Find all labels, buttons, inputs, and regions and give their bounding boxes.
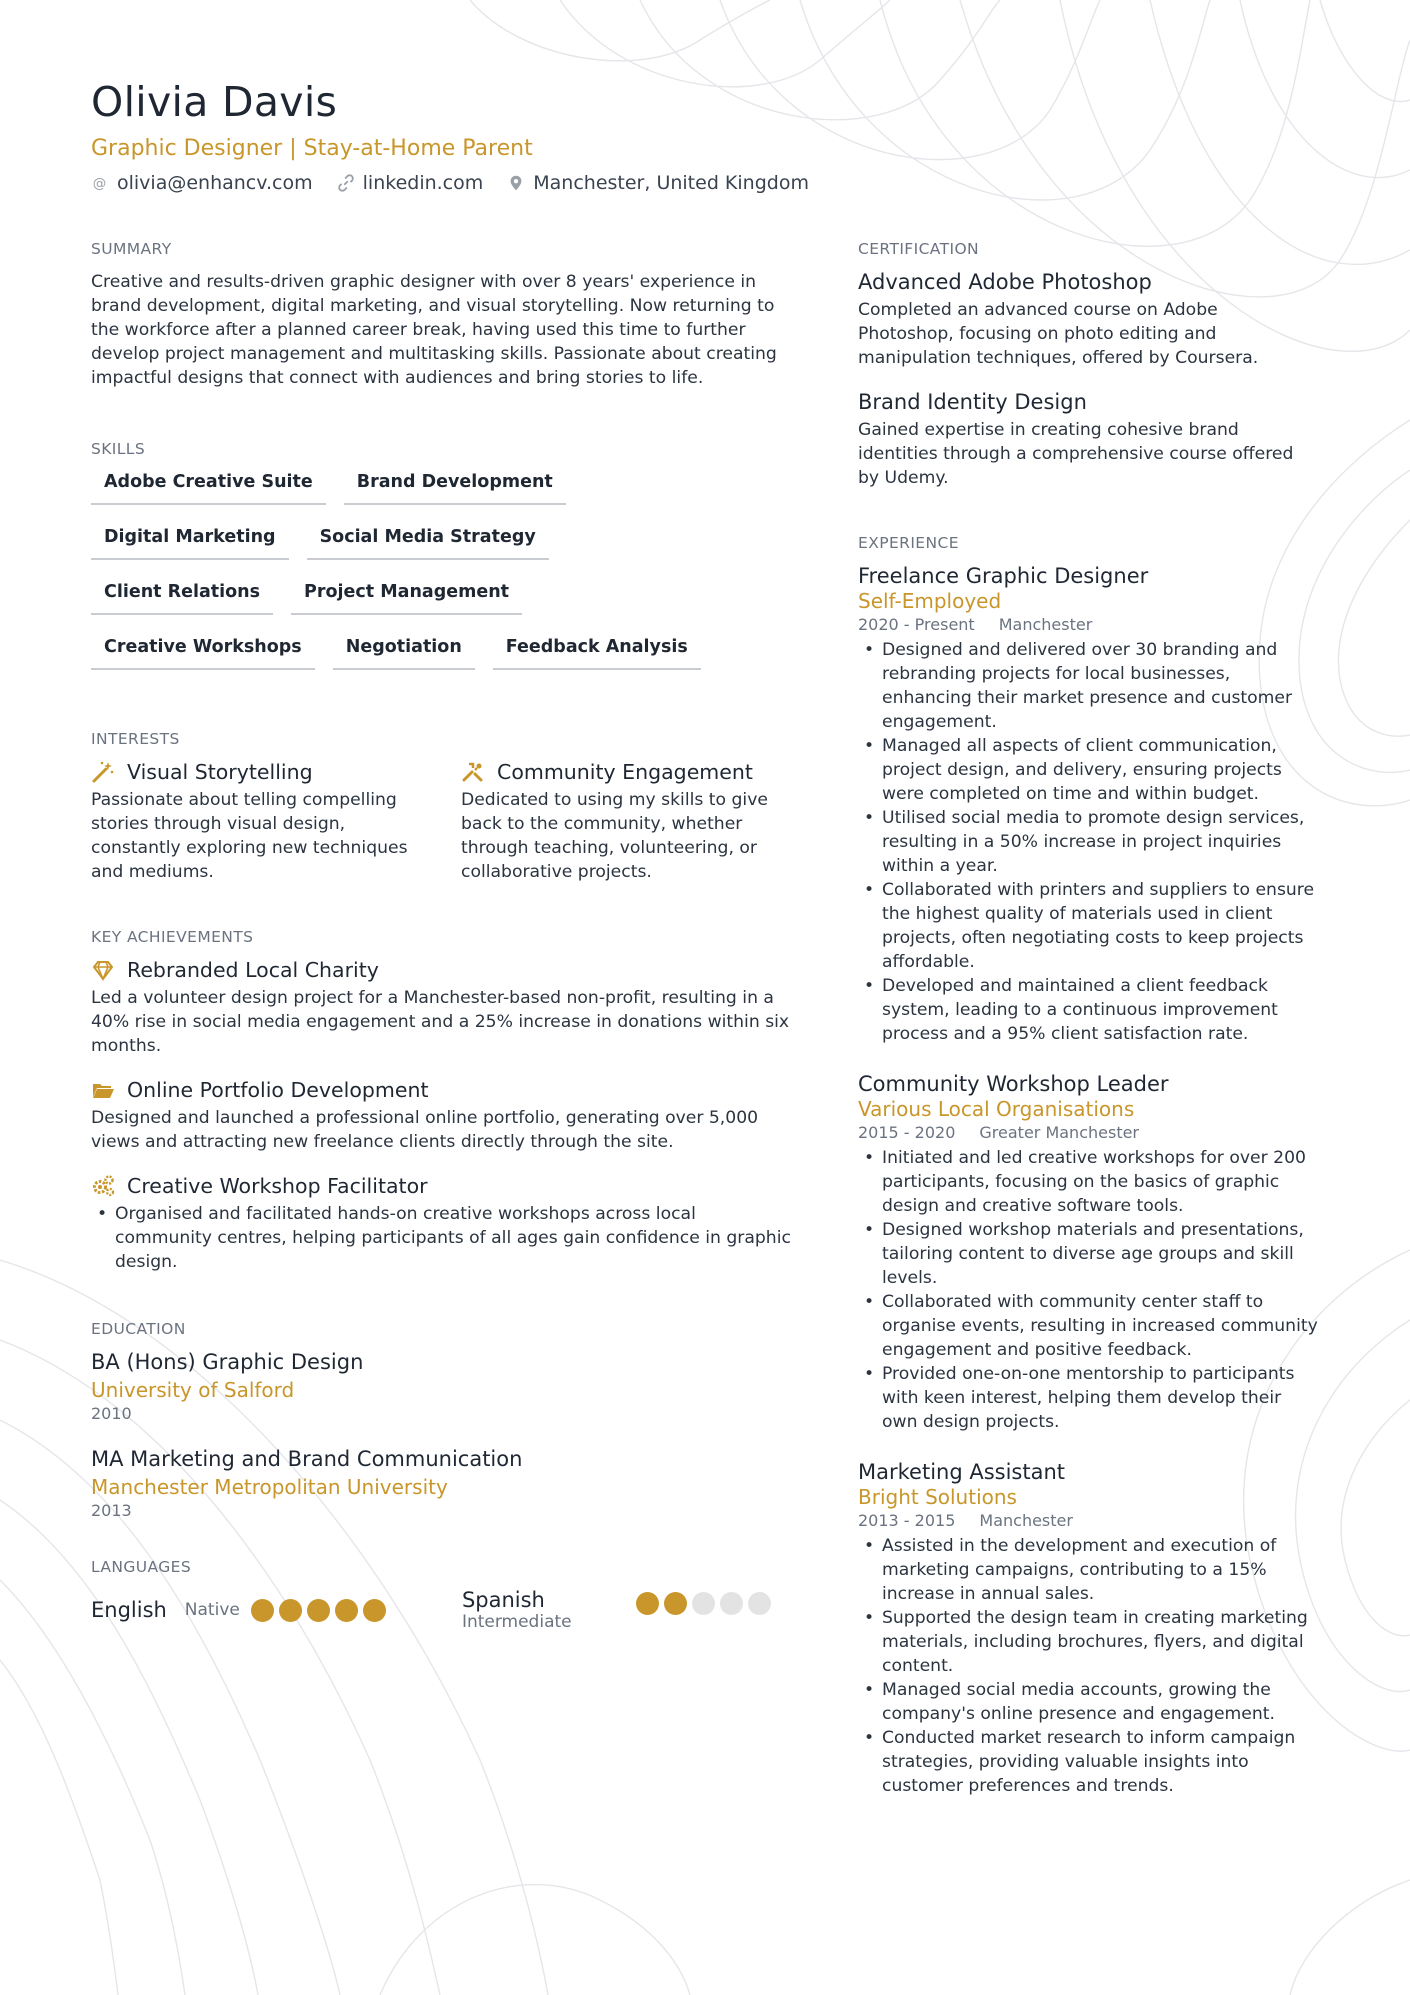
experience-item (858, 564, 1318, 1046)
achievement-text: Led a volunteer design project for a Manchester-based non-profit, resulting in a 40% rise in social media engagement and a 25% increase in donations within six months. (91, 988, 790, 1056)
achievement-item (91, 958, 791, 1058)
job-title: Freelance Graphic Designer (858, 564, 1149, 588)
skill-tag: Adobe Creative Suite (91, 470, 326, 505)
language-item (462, 1588, 791, 1632)
skill-tag: Client Relations (91, 580, 273, 615)
achievement-title: Online Portfolio Development (127, 1078, 429, 1102)
rating-dot-filled (251, 1599, 274, 1622)
job-bullet: • Developed and maintained a client feedback system, leading to a continuous improvement process and a 95% client satisfaction rate. (858, 974, 1318, 1046)
certification-heading: CERTIFICATION (858, 240, 980, 258)
school-name: Manchester Metropolitan University (91, 1475, 448, 1499)
degree-title: MA Marketing and Brand Communication (91, 1447, 523, 1471)
job-title: Marketing Assistant (858, 1460, 1066, 1484)
job-location: Manchester (979, 1511, 1073, 1530)
summary-section (91, 240, 791, 390)
summary-heading: SUMMARY (91, 240, 172, 258)
languages-section (91, 1558, 791, 1632)
language-rating (636, 1592, 776, 1632)
location-text: Manchester, United Kingdom (533, 172, 809, 194)
skill-tag: Digital Marketing (91, 525, 289, 560)
job-bullet: • Managed all aspects of client communication, project design, and delivery, ensuring projects were completed on time and within budget. (858, 734, 1318, 806)
job-location: Greater Manchester (979, 1123, 1140, 1142)
gears-icon (91, 1174, 115, 1198)
job-location: Manchester (998, 615, 1093, 634)
skill-tag: Project Management (291, 580, 522, 615)
achievements-heading: KEY ACHIEVEMENTS (91, 928, 254, 946)
interest-title: Visual Storytelling (127, 760, 313, 784)
interests-heading: INTERESTS (91, 730, 180, 748)
company-name: Various Local Organisations (858, 1097, 1135, 1121)
skill-tag: Brand Development (344, 470, 566, 505)
experience-item (858, 1072, 1318, 1434)
language-level: Native (184, 1600, 240, 1620)
education-heading: EDUCATION (91, 1320, 186, 1338)
certification-text: Gained expertise in creating cohesive brand identities through a comprehensive course offered by Udemy. (858, 420, 1294, 488)
interests-section (91, 730, 791, 884)
job-bullet: • Managed social media accounts, growing the company's online presence and engagement. (858, 1678, 1318, 1726)
school-name: University of Salford (91, 1378, 295, 1402)
interest-item (91, 760, 461, 884)
diamond-icon (91, 958, 115, 982)
right-column (858, 240, 1318, 1798)
job-bullet: • Designed workshop materials and presentations, tailoring content to diverse age groups and skill levels. (858, 1218, 1318, 1290)
experience-heading: EXPERIENCE (858, 534, 959, 552)
rating-dot-filled (664, 1592, 687, 1615)
certification-item (858, 270, 1318, 370)
achievement-text: Designed and launched a professional online portfolio, generating over 5,000 views and attracting new freelance clients directly through the site. (91, 1108, 759, 1152)
interest-title: Community Engagement (497, 760, 753, 784)
job-bullet: • Supported the design team in creating marketing materials, including brochures, flyers, and digital content. (858, 1606, 1318, 1678)
rating-dot-empty (692, 1592, 715, 1615)
certification-section (858, 240, 1318, 490)
interest-item (461, 760, 791, 884)
company-name: Self-Employed (858, 589, 1002, 613)
summary-text: Creative and results-driven graphic designer with over 8 years' experience in brand development, digital marketing, and visual storytelling. Now returning to the workforce after a planned career break, having used this time to further develop project management and multitasking skills. Passionate about creating impactful designs that connect with audiences and bring stories to life. (91, 272, 777, 388)
achievement-item (91, 1078, 791, 1154)
contact-bar (91, 172, 833, 194)
location-pin-icon (507, 174, 525, 192)
job-title: Community Workshop Leader (858, 1072, 1169, 1096)
interest-text: Dedicated to using my skills to give back to the community, whether through teaching, volunteering, or collaborative projects. (461, 790, 768, 882)
languages-heading: LANGUAGES (91, 1558, 192, 1576)
job-bullet: • Provided one-on-one mentorship to participants with keen interest, helping them develop their own design projects. (858, 1362, 1318, 1434)
skills-list (91, 470, 751, 690)
email-text[interactable]: olivia@enhancv.com (117, 172, 313, 194)
job-bullet: • Collaborated with community center staff to organise events, resulting in increased community engagement and positive feedback. (858, 1290, 1318, 1362)
rating-dot-filled (363, 1599, 386, 1622)
education-section (91, 1320, 791, 1520)
folder-icon (91, 1078, 115, 1102)
skill-tag: Feedback Analysis (493, 635, 701, 670)
job-bullet: • Conducted market research to inform campaign strategies, providing valuable insights into customer preferences and trends. (858, 1726, 1318, 1798)
achievements-section (91, 928, 791, 1274)
education-item (91, 1350, 791, 1423)
job-bullet: • Initiated and led creative workshops for over 200 participants, focusing on the basics of graphic design and creative software tools. (858, 1146, 1318, 1218)
at-icon (91, 174, 109, 192)
rating-dot-empty (720, 1592, 743, 1615)
job-dates: 2013 - 2015 (858, 1511, 956, 1530)
candidate-title: Graphic Designer | Stay-at-Home Parent (91, 136, 533, 161)
rating-dot-filled (279, 1599, 302, 1622)
degree-title: BA (Hons) Graphic Design (91, 1350, 364, 1374)
graduation-year: 2010 (91, 1404, 132, 1423)
language-name: Spanish (461, 1588, 545, 1612)
language-item (91, 1588, 462, 1632)
left-column (91, 240, 791, 1632)
community-icon (461, 760, 485, 784)
graduation-year: 2013 (91, 1501, 132, 1520)
linkedin-text[interactable]: linkedin.com (362, 172, 484, 194)
link-icon (337, 174, 355, 192)
svg-text:@: @ (92, 175, 107, 192)
skill-tag: Negotiation (333, 635, 475, 670)
interest-text: Passionate about telling compelling stories through visual design, constantly exploring new techniques and mediums. (91, 790, 408, 882)
job-dates: 2015 - 2020 (858, 1123, 956, 1142)
job-bullet: • Utilised social media to promote design services, resulting in a 50% increase in project inquiries within a year. (858, 806, 1318, 878)
skills-heading: SKILLS (91, 440, 146, 458)
job-bullet: • Collaborated with printers and suppliers to ensure the highest quality of materials used in client projects, often negotiating costs to keep projects affordable. (858, 878, 1318, 974)
skill-tag: Social Media Strategy (307, 525, 549, 560)
achievement-title: Rebranded Local Charity (127, 958, 379, 982)
linkedin-contact[interactable] (337, 172, 484, 194)
achievement-bullet: • Organised and facilitated hands-on creative workshops across local community centres, helping participants of all ages gain confidence in graphic design. (91, 1202, 791, 1274)
email-contact[interactable] (91, 172, 313, 194)
education-item (91, 1447, 791, 1520)
achievement-title: Creative Workshop Facilitator (127, 1174, 428, 1198)
job-bullet: • Assisted in the development and execution of marketing campaigns, contributing to a 15% increase in annual sales. (858, 1534, 1318, 1606)
rating-dot-filled (335, 1599, 358, 1622)
experience-section (858, 534, 1318, 1798)
language-level: Intermediate (461, 1612, 572, 1632)
rating-dot-filled (636, 1592, 659, 1615)
rating-dot-empty (748, 1592, 771, 1615)
location-contact (507, 172, 809, 194)
candidate-name: Olivia Davis (91, 78, 338, 126)
magic-wand-icon (91, 760, 115, 784)
certification-title: Advanced Adobe Photoshop (858, 270, 1152, 294)
skill-tag: Creative Workshops (91, 635, 315, 670)
language-name: English (91, 1598, 167, 1622)
experience-item (858, 1460, 1318, 1798)
language-rating (251, 1599, 391, 1622)
achievement-item (91, 1174, 791, 1274)
job-dates: 2020 - Present (858, 615, 975, 634)
job-bullet: • Designed and delivered over 30 branding and rebranding projects for local businesses, enhancing their market presence and customer engagement. (858, 638, 1318, 734)
company-name: Bright Solutions (858, 1485, 1017, 1509)
certification-title: Brand Identity Design (858, 390, 1087, 414)
certification-item (858, 390, 1318, 490)
rating-dot-filled (307, 1599, 330, 1622)
skills-section (91, 440, 791, 690)
certification-text: Completed an advanced course on Adobe Photoshop, focusing on photo editing and manipulation techniques, offered by Coursera. (858, 300, 1259, 368)
